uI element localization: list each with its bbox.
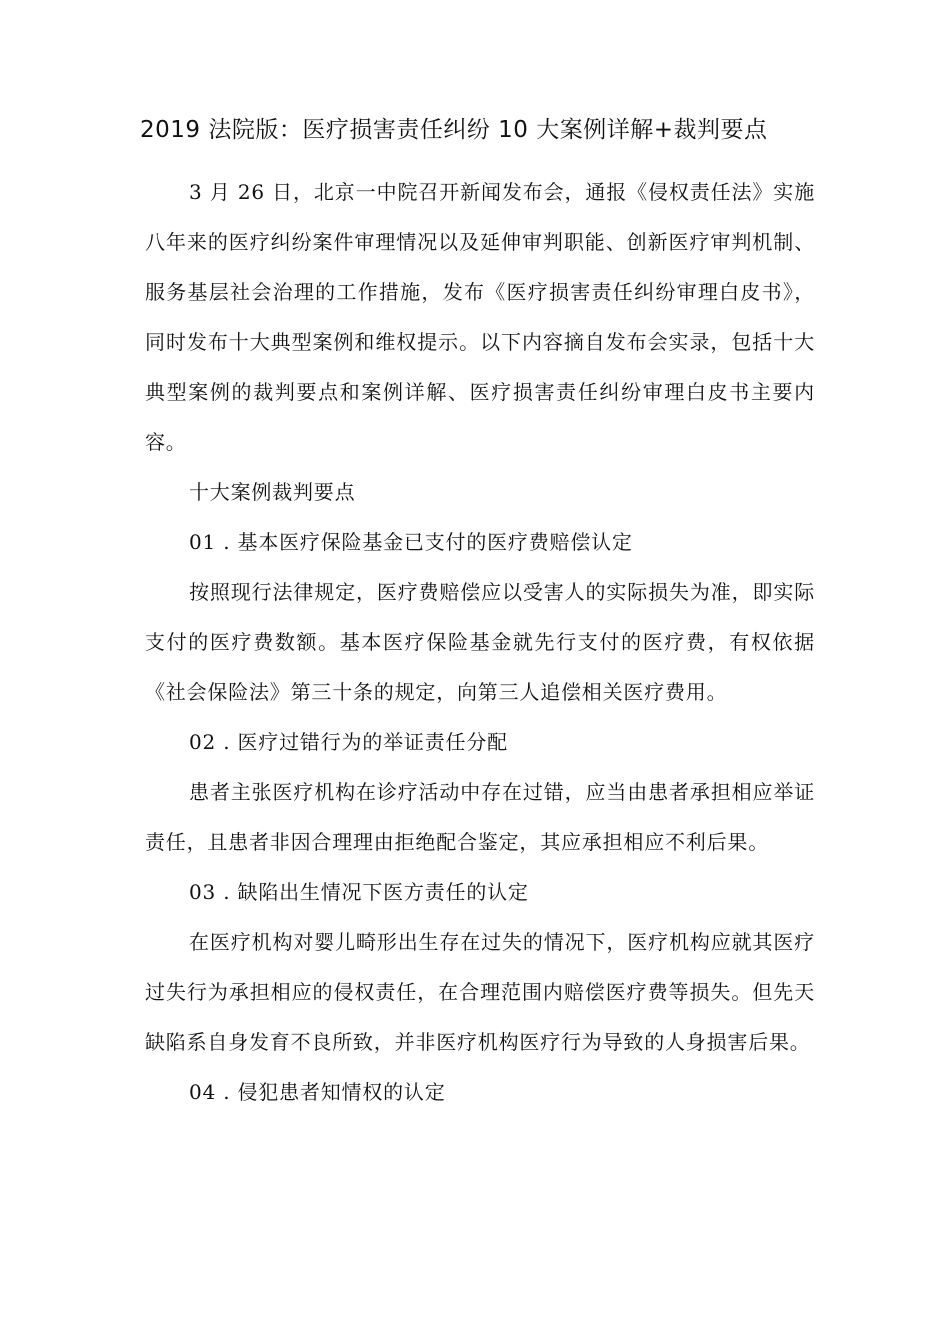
intro-paragraph: 3 月 26 日，北京一中院召开新闻发布会，通报《侵权责任法》实施八年来的医疗纠纷案件审理情况以及延伸审判职能、创新医疗审判机制、服务基层社会治理的工作措施，发布《医疗损害责任纠纷审理白皮书》，同时发布十大典型案例和维权提示。以下内容摘自发布会实录，包括十大典型案例的裁判要点和案例详解、医疗损害责任纠纷审理白皮书主要内容。 bbox=[145, 180, 815, 454]
section-heading: 十大案例裁判要点 bbox=[189, 480, 356, 504]
case-01-heading: 01 . 基本医疗保险基金已支付的医疗费赔偿认定 bbox=[189, 530, 633, 554]
case-04-heading: 04 . 侵犯患者知情权的认定 bbox=[189, 1080, 446, 1104]
case-03-heading: 03 . 缺陷出生情况下医方责任的认定 bbox=[189, 880, 529, 904]
document-title: 2019 法院版：医疗损害责任纠纷 10 大案例详解+裁判要点 bbox=[140, 117, 768, 143]
case-02-paragraph: 患者主张医疗机构在诊疗活动中存在过错，应当由患者承担相应举证责任，且患者非因合理理由拒绝配合鉴定，其应承担相应不利后果。 bbox=[145, 780, 815, 854]
document-body bbox=[145, 167, 815, 1117]
case-03-paragraph: 在医疗机构对婴儿畸形出生存在过失的情况下，医疗机构应就其医疗过失行为承担相应的侵权责任，在合理范围内赔偿医疗费等损失。但先天缺陷系自身发育不良所致，并非医疗机构医疗行为导致的人身损害后果。 bbox=[145, 930, 815, 1054]
case-02-heading: 02 . 医疗过错行为的举证责任分配 bbox=[189, 730, 508, 754]
case-01-paragraph: 按照现行法律规定，医疗费赔偿应以受害人的实际损失为准，即实际支付的医疗费数额。基本医疗保险基金就先行支付的医疗费，有权依据《社会保险法》第三十条的规定，向第三人追偿相关医疗费用。 bbox=[145, 580, 815, 704]
